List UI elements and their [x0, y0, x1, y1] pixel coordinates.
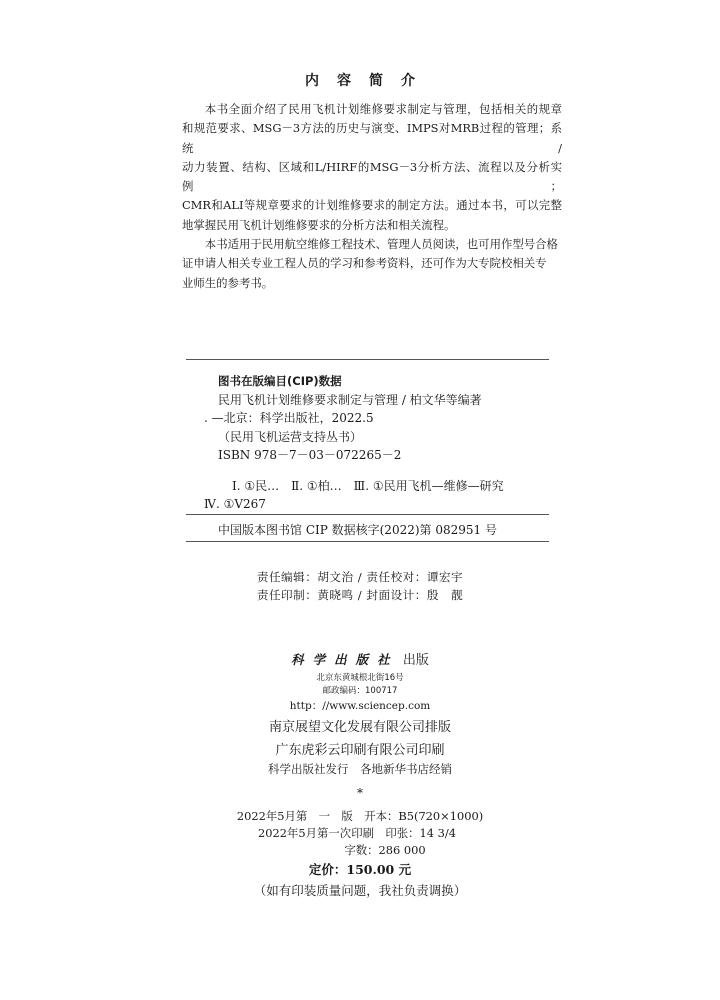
intro-line: 和规范要求、MSG－3方法的历史与演变、IMPS对MRB过程的管理；系统/ [182, 121, 562, 155]
cip-heading: 图书在版编目(CIP)数据 [218, 374, 342, 388]
cip-gap [218, 465, 504, 477]
publisher-name [0, 649, 720, 668]
staff-credits [0, 568, 720, 604]
word-count: 字数：286 000 [344, 843, 426, 857]
cip-record-number: 中国版本图书馆 CIP 数据核字(2022)第 082951 号 [218, 523, 497, 537]
intro-line: 动力装置、结构、区域和L/HIRF的MSG－3分析方法、流程以及分析实例； [182, 159, 562, 194]
typesetter: 南京展望文化发展有限公司排版 [268, 720, 451, 735]
distributor: 科学出版社发行 各地新华书店经销 [268, 762, 452, 776]
page-title: 内容简介 [305, 73, 433, 89]
edition-info: 2022年5月第 一 版 开本：B5(720×1000) [236, 809, 484, 823]
publisher-suffix: 出版 [402, 653, 429, 668]
cip-bottom-rule [186, 541, 549, 542]
cip-line: （民用飞机运营支持丛书） [218, 429, 363, 444]
cip-line: 民用飞机计划维修要求制定与管理 / 柏文华等编著 [218, 392, 482, 407]
publisher-url: http：//www.sciencep.com [289, 700, 431, 712]
publisher-block [0, 649, 720, 901]
intro-line: 本书适用于民用航空维修工程技术、管理人员阅读，也可用作型号合格 [204, 237, 558, 252]
cip-class-line: Ⅰ. ①民… Ⅱ. ①柏… Ⅲ. ①民用飞机—维修—研究 [232, 478, 504, 493]
cip-line: ISBN 978－7－03－072265－2 [218, 448, 402, 462]
publisher-logo-text: 科学出版社 [291, 652, 399, 667]
publisher-postcode: 邮政编码：100717 [322, 686, 398, 696]
intro-line: 地掌握民用飞机计划维修要求的分析方法和相关流程。 [182, 217, 456, 232]
intro-paragraph-2 [182, 235, 562, 293]
price: 定价：150.00 元 [308, 862, 412, 877]
staff-line: 责任印制：黄晓鸣 / 封面设计：殷 靓 [256, 588, 464, 602]
publisher-address: 北京东黄城根北街16号 [316, 673, 404, 683]
intro-paragraph-1 [182, 100, 562, 235]
intro-line: 业师生的参考书。 [182, 275, 274, 290]
intro-text [182, 100, 562, 293]
printer: 广东虎彩云印刷有限公司印刷 [275, 743, 445, 758]
cip-class-line: Ⅳ. ①V267 [204, 497, 266, 511]
cip-block [204, 372, 504, 514]
printing-info: 2022年5月第一次印刷 印张：14 3/4 [258, 826, 456, 840]
staff-line: 责任编辑：胡文治 / 责任校对：谭宏宇 [256, 570, 464, 584]
quality-note: （如有印装质量问题，我社负责调换） [253, 883, 467, 898]
intro-line: 本书全面介绍了民用飞机计划维修要求制定与管理，包括相关的规章 [204, 102, 562, 116]
separator-star: * [357, 786, 363, 800]
cip-line: . —北京：科学出版社，2022.5 [204, 411, 374, 425]
cip-mid-rule [186, 514, 549, 515]
intro-line: CMR和ALI等规章要求的计划维修要求的制定方法。通过本书，可以完整 [182, 198, 562, 213]
intro-line: 证申请人相关专业工程人员的学习和参考资料，还可作为大专院校相关专 [182, 256, 547, 271]
cip-top-rule [186, 359, 549, 360]
